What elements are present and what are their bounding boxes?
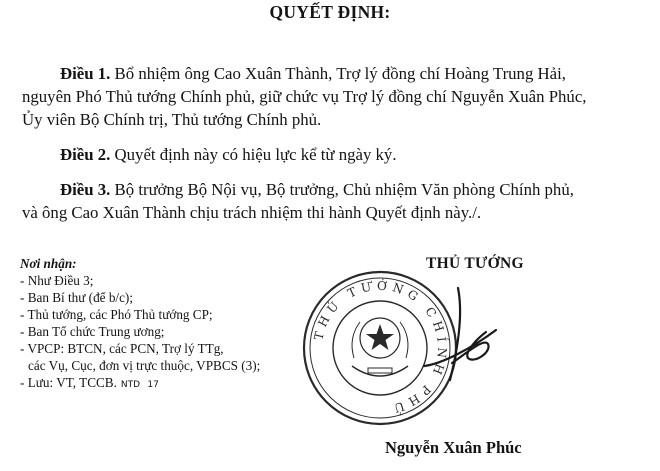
article-2-line-1: Quyết định này có hiệu lực kể từ ngày ký. [114, 145, 397, 164]
article-3-label: Điều 3. [60, 180, 111, 199]
signatory-role: THỦ TƯỚNG [426, 255, 524, 272]
handwritten-number: 17 [147, 380, 159, 390]
article-3-line-2: và ông Cao Xuân Thành chịu trách nhiệm thi hành Quyết định này./. [22, 203, 482, 222]
svg-text:THỦ TƯỚNG CHÍNH PHỦ: THỦ TƯỚNG CHÍNH PHỦ [311, 278, 450, 417]
article-3 [22, 178, 574, 224]
article-3-line-1: Bộ trưởng Bộ Nội vụ, Bộ trưởng, Chủ nhiệm Văn phòng Chính phủ, [114, 180, 574, 199]
recipient-archive-text: - Lưu: VT, TCCB. [20, 375, 117, 390]
recipient-item: - Ban Tổ chức Trung ương; [20, 324, 165, 339]
article-1-label: Điều 1. [60, 64, 111, 83]
recipient-item-archive [20, 374, 260, 394]
recipient-item: các Vụ, Cục, đơn vị trực thuộc, VPBCS (3); [28, 358, 261, 373]
article-1 [22, 62, 652, 131]
article-2-label: Điều 2. [60, 145, 111, 164]
signatory-name: Nguyễn Xuân Phúc [385, 438, 522, 457]
recipients-heading: Nơi nhận: [20, 256, 77, 271]
recipients-block [20, 255, 260, 394]
article-1-line-3: Ủy viên Bộ Chính trị, Thủ tướng Chính phủ. [22, 110, 322, 129]
article-1-line-2: nguyên Phó Thủ tướng Chính phủ, giữ chức vụ Trợ lý đồng chí Nguyễn Xuân Phúc, [22, 87, 587, 106]
recipient-item: - Như Điều 3; [20, 273, 94, 288]
recipient-item: - Ban Bí thư (để b/c); [20, 290, 133, 305]
recipient-item: - Thủ tướng, các Phó Thủ tướng CP; [20, 307, 213, 322]
recipient-item: - VPCP: BTCN, các PCN, Trợ lý TTg, [20, 341, 224, 356]
official-seal-icon [282, 268, 502, 440]
article-2 [60, 143, 397, 166]
handwritten-initials: NTD [120, 380, 141, 390]
document-title: QUYẾT ĐỊNH: [269, 2, 391, 22]
article-1-line-1: Bổ nhiệm ông Cao Xuân Thành, Trợ lý đồng chí Hoàng Trung Hải, [114, 64, 566, 83]
